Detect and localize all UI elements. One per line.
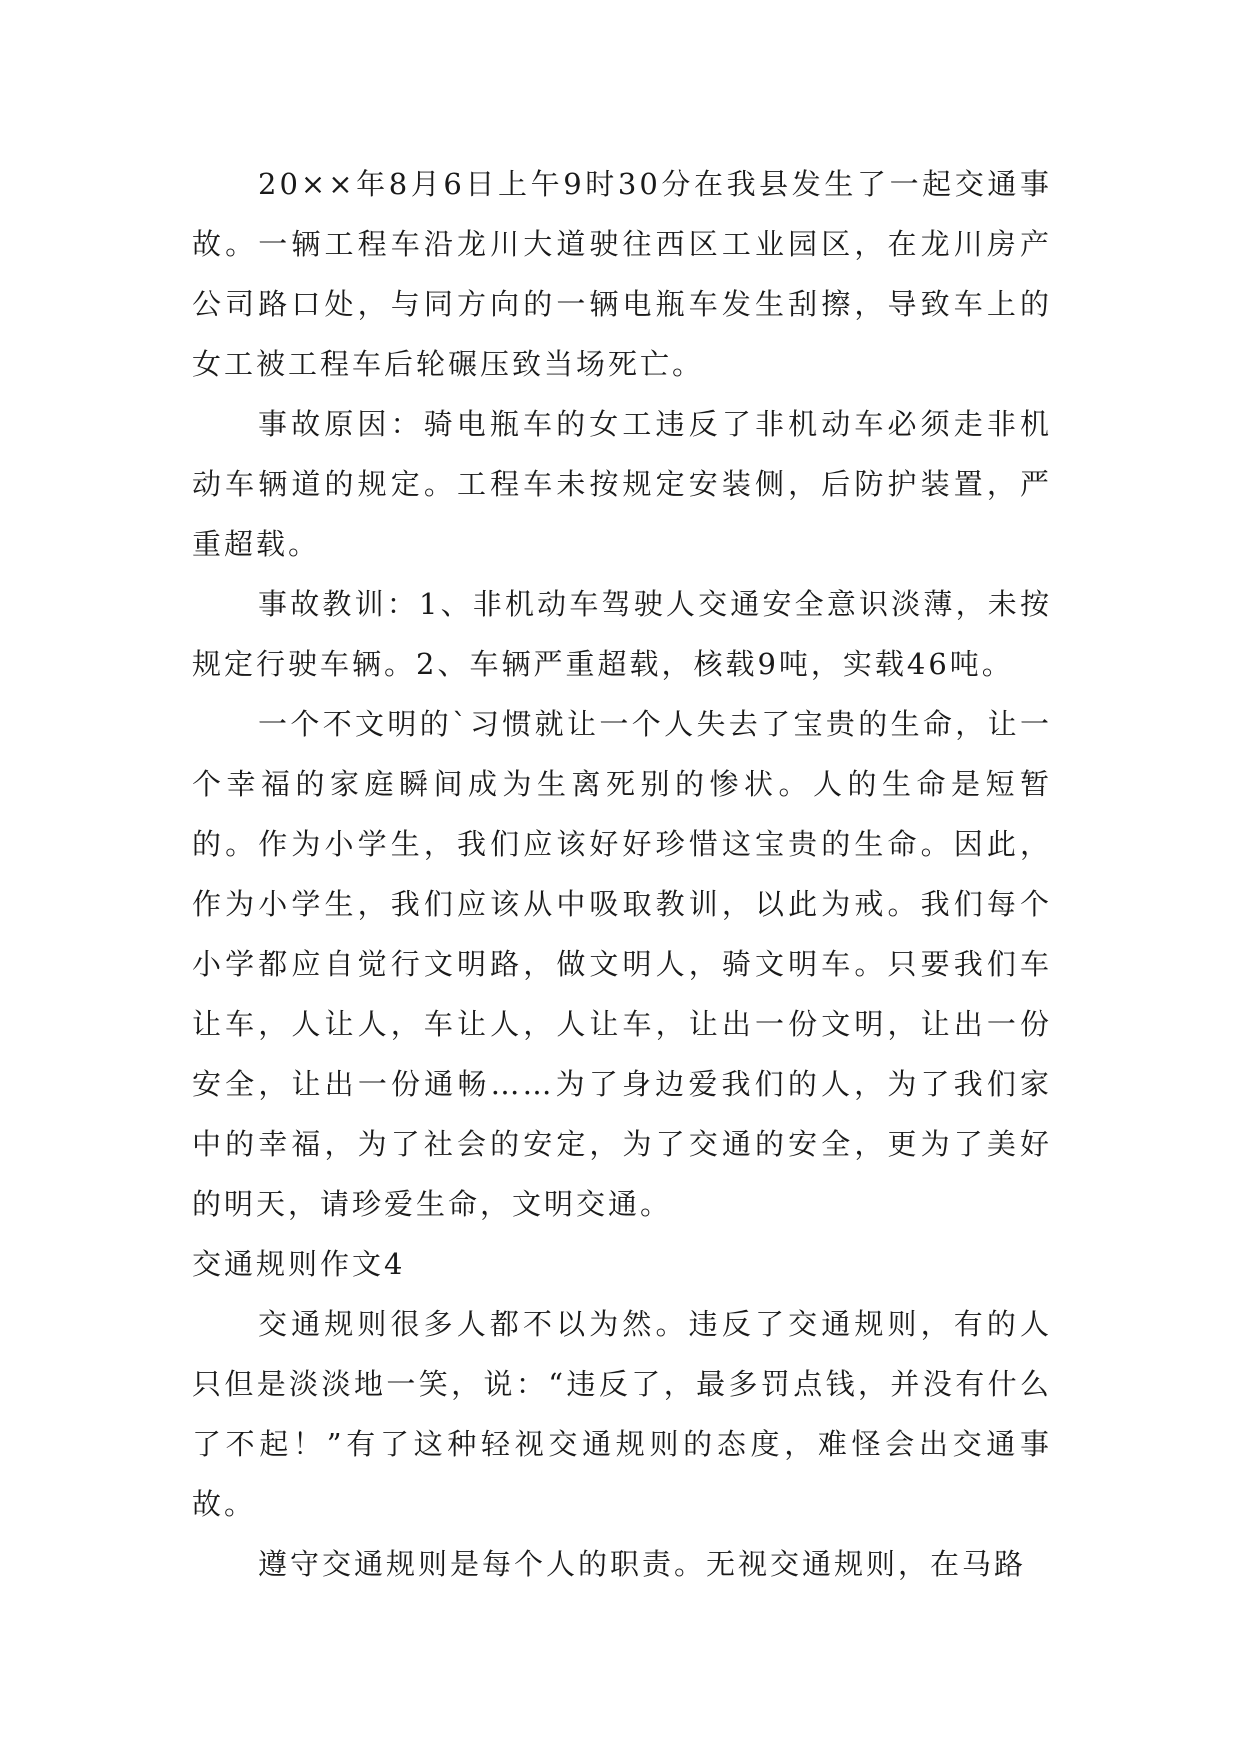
paragraph-reflection: 一个不文明的`习惯就让一个人失去了宝贵的生命，让一个幸福的家庭瞬间成为生离死别的惨状。人的生命是短暂的。作为小学生，我们应该好好珍惜这宝贵的生命。因此，作为小学生，我们应该从中吸取教训，以此为戒。我们每个小学都应自觉行文明路，做文明人，骑文明车。只要我们车让车，人让人，车让人，人让车，让出一份文明，让出一份安全，让出一份通畅……为了身边爱我们的人，为了我们家中的幸福，为了社会的安定，为了交通的安全，更为了美好的明天，请珍爱生命，文明交通。 xyxy=(192,707,1052,1221)
paragraph-traffic-rules-attitude: 交通规则很多人都不以为然。违反了交通规则，有的人只但是淡淡地一笑，说：“违反了，最多罚点钱，并没有什么了不起！”有了这种轻视交通规则的态度，难怪会出交通事故。 xyxy=(192,1307,1052,1521)
paragraph-accident-lesson: 事故教训：1、非机动车驾驶人交通安全意识淡薄，未按规定行驶车辆。2、车辆严重超载，核载9吨，实载46吨。 xyxy=(192,587,1052,681)
paragraph-accident-cause: 事故原因：骑电瓶车的女工违反了非机动车必须走非机动车辆道的规定。工程车未按规定安装侧，后防护装置，严重超载。 xyxy=(192,407,1052,561)
paragraph-traffic-rules-duty: 遵守交通规则是每个人的职责。无视交通规则，在马路 xyxy=(258,1547,1027,1581)
document-page xyxy=(192,154,1052,1594)
section-title: 交通规则作文4 xyxy=(192,1247,406,1281)
paragraph-accident-description: 20××年8月6日上午9时30分在我县发生了一起交通事故。一辆工程车沿龙川大道驶往西区工业园区，在龙川房产公司路口处，与同方向的一辆电瓶车发生刮擦，导致车上的女工被工程车后轮碾压致当场死亡。 xyxy=(192,167,1052,381)
